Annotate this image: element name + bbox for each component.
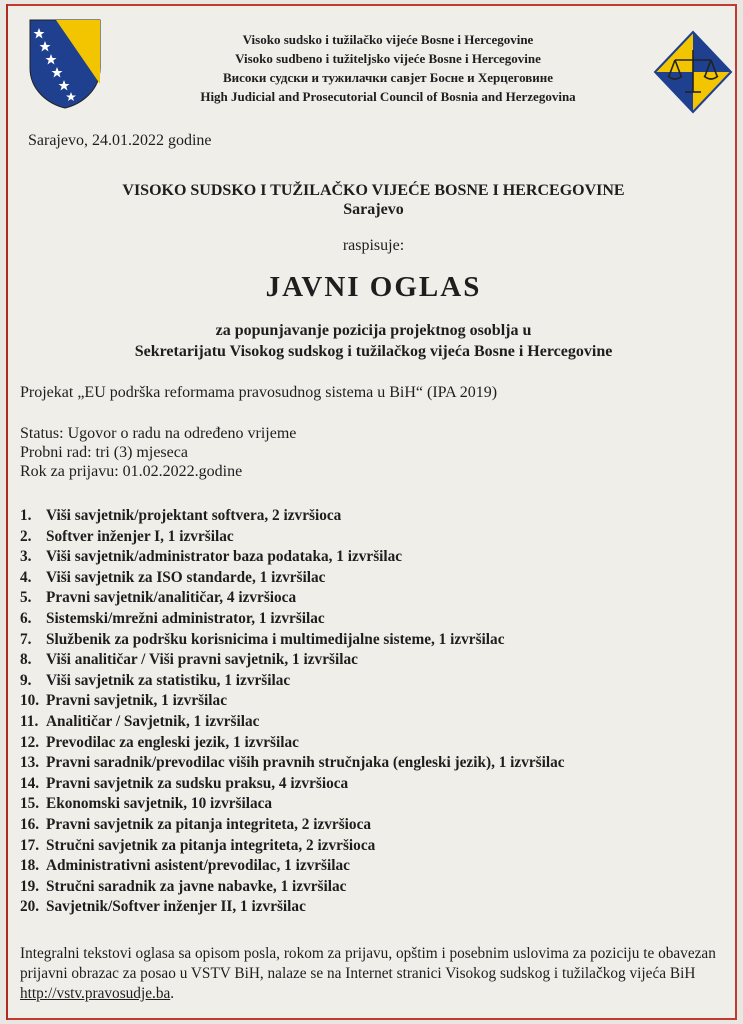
list-item: 10. Pravni savjetnik, 1 izvršilac: [20, 692, 227, 710]
bosnia-coat-of-arms-icon: [26, 14, 104, 110]
list-item: 17. Stručni savjetnik za pitanja integriteta, 2 izvršioca: [20, 836, 376, 854]
footer-end: .: [170, 985, 175, 1002]
city: Sarajevo: [343, 201, 404, 218]
bottom-border: [8, 1018, 735, 1020]
list-item: 4. Viši savjetnik za ISO standarde, 1 izvršilac: [20, 568, 326, 586]
page-title: JAVNI OGLAS: [265, 271, 482, 303]
positions-list: [20, 506, 565, 918]
council-header: [158, 30, 618, 106]
list-item: 7. Službenik za podršku korisnicima i multimedijalne sisteme, 1 izvršilac: [20, 630, 505, 648]
probation-line: Probni rad: tri (3) mjeseca: [20, 444, 188, 461]
date-line: Sarajevo, 24.01.2022 godine: [28, 132, 212, 149]
council-name: VISOKO SUDSKO I TUŽILAČKO VIJEĆE BOSNE I HERCEGOVINE: [122, 182, 625, 199]
footer-paragraph: [20, 944, 732, 1004]
list-item: 12. Prevodilac za engleski jezik, 1 izvršilac: [20, 733, 299, 751]
header-line-sr: Високи судски и тужилачки савјет Босне и Херцеговине: [222, 70, 554, 85]
subtitle-line-2: Sekretarijatu Visokog sudskog i tužilačkog vijeća Bosne i Hercegovine: [134, 343, 613, 360]
list-item: 14. Pravni savjetnik za sudsku praksu, 4 izvršioca: [20, 774, 349, 792]
header-line-bs: Visoko sudsko i tužilačko vijeće Bosne i Hercegovine: [242, 32, 534, 47]
list-item: 11. Analitičar / Savjetnik, 1 izvršilac: [20, 712, 260, 730]
header-line-en: High Judicial and Prosecutorial Council of Bosnia and Herzegovina: [200, 89, 576, 104]
list-item: 1. Viši savjetnik/projektant softvera, 2 izvršioca: [20, 507, 342, 524]
list-item: 13. Pravni saradnik/prevodilac viših pravnih stručnjaka (engleski jezik), 1 izvršilac: [20, 754, 565, 772]
status-line: Status: Ugovor o radu na određeno vrijeme: [20, 425, 297, 442]
list-item: 2. Softver inženjer I, 1 izvršilac: [20, 527, 234, 545]
subtitle-line-1: za popunjavanje pozicija projektnog osoblja u: [215, 322, 532, 339]
list-item: 16. Pravni savjetnik za pitanja integriteta, 2 izvršioca: [20, 815, 372, 833]
scales-of-justice-logo-icon: [653, 30, 733, 114]
subtitle: [8, 320, 739, 362]
website-link[interactable]: http://vstv.pravosudje.ba: [20, 985, 171, 1002]
list-item: 5. Pravni savjetnik/analitičar, 4 izvršioca: [20, 589, 297, 607]
header-line-hr: Visoko sudbeno i tužiteljsko vijeće Bosne i Hercegovine: [235, 51, 541, 66]
newspaper-notice: [6, 4, 737, 1020]
list-item: 15. Ekonomski savjetnik, 10 izvršilaca: [20, 795, 273, 813]
top-border: [8, 4, 735, 6]
list-item: 19. Stručni saradnik za javne nabavke, 1 izvršilac: [20, 877, 347, 895]
deadline-line: Rok za prijavu: 01.02.2022.godine: [20, 463, 243, 480]
list-item: 20. Savjetnik/Softver inženjer II, 1 izvršilac: [20, 898, 306, 916]
status-block: [20, 424, 296, 481]
list-item: 18. Administrativni asistent/prevodilac, 1 izvršilac: [20, 857, 350, 875]
list-item: 3. Viši savjetnik/administrator baza podataka, 1 izvršilac: [20, 548, 403, 566]
list-item: 8. Viši analitičar / Viši pravni savjetnik, 1 izvršilac: [20, 651, 358, 669]
raspisuje-label: raspisuje:: [342, 237, 405, 254]
footer-text: Integralni tekstovi oglasa sa opisom posla, rokom za prijavu, opštim i posebnim uslovima za poziciju te obavezan prijavni obrazac za posao u VSTV BiH, nalaze se na Internet stranici Visokog sudskog i tužilačkog vijeća BiH: [20, 945, 716, 982]
list-item: 6. Sistemski/mrežni administrator, 1 izvršilac: [20, 609, 325, 627]
list-item: 9. Viši savjetnik za statistiku, 1 izvršilac: [20, 671, 291, 689]
project-line: Projekat „EU podrška reformama pravosudnog sistema u BiH“ (IPA 2019): [20, 384, 498, 401]
